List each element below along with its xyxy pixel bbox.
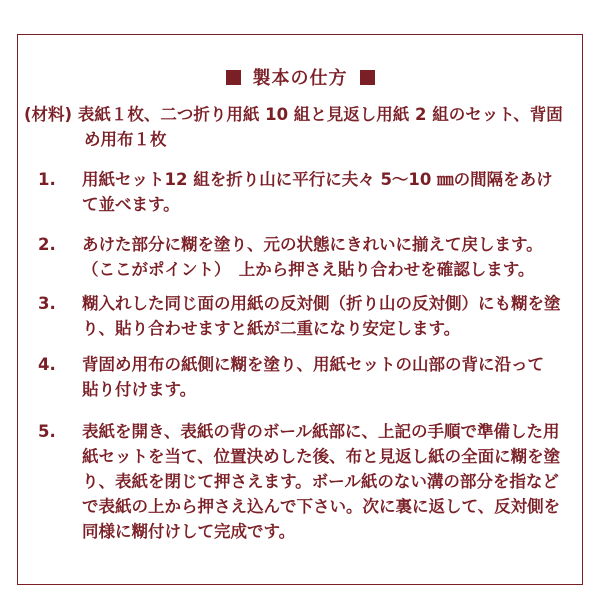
step-number: 1. [38, 170, 56, 189]
step-text [82, 419, 570, 544]
step-line: 紙セットを当て、位置決めした後、布と見返し紙の全面に糊を塗 [82, 447, 561, 466]
step-line: り、貼り合わせますと紙が二重になり安定します。 [82, 319, 461, 338]
step-number: 5. [38, 422, 56, 441]
step-line: て並べます。 [82, 195, 180, 214]
step-line: り、表紙を閉じて押さえます。ボール紙のない溝の部分を指など [82, 472, 559, 491]
materials-label: (材料) [24, 105, 73, 124]
step-line: 背固め用布の紙側に糊を塗り、用紙セットの山部の背に沿って [82, 355, 544, 374]
step-line: 糊入れした同じ面の用紙の反対側（折り山の反対側）にも糊を塗 [82, 294, 561, 313]
step-line: 表紙を開き、表紙の背のボール紙部に、上記の手順で準備した用 [82, 422, 560, 441]
step-number: 4. [38, 355, 56, 374]
materials-section [24, 102, 564, 152]
step-text [82, 352, 570, 402]
step-line: 貼り付けます。 [82, 380, 197, 399]
step-text [82, 167, 570, 217]
step-line: 同様に糊付けして完成です。 [82, 522, 296, 541]
card-title [18, 68, 582, 90]
title-text: 製本の仕方 [252, 68, 348, 89]
step-line: 用紙セット12 組を折り山に平行に夫々 5〜10 ㎜の間隔をあけ [82, 170, 553, 189]
instruction-card [17, 34, 583, 585]
step-line: （ここがポイント） 上から押さえ貼り合わせを確認します。 [82, 260, 535, 279]
step-number: 2. [38, 235, 56, 254]
step-text [82, 291, 570, 341]
step-line: で表紙の上から押さえ込んで下さい。次に裏に返して、反対側を [82, 497, 561, 516]
materials-line: め用布１枚 [84, 130, 167, 149]
materials-line: 表紙１枚、二つ折り用紙 10 組と見返し用紙 2 組のセット、背固 [77, 105, 563, 124]
step-text [82, 232, 570, 282]
step-line: あけた部分に糊を塗り、元の状態にきれいに揃えて戻します。 [82, 235, 543, 254]
square-bullet-icon [360, 70, 375, 85]
square-bullet-icon [226, 70, 241, 85]
step-number: 3. [38, 294, 56, 313]
